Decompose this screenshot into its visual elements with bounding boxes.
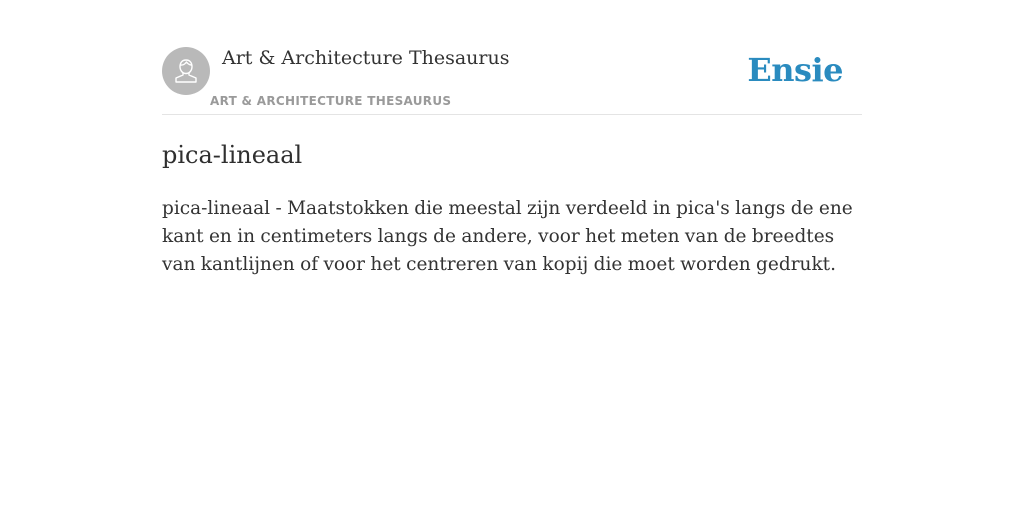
source-avatar[interactable] <box>162 47 210 95</box>
user-icon <box>171 56 201 86</box>
source-title[interactable]: Art & Architecture Thesaurus <box>222 47 510 69</box>
brand-logo[interactable]: Ensie <box>747 51 843 89</box>
entry-term: pica-lineaal <box>162 141 303 169</box>
source-subtitle: ART & ARCHITECTURE THESAURUS <box>210 94 452 108</box>
content-container <box>162 0 862 279</box>
entry-definition: pica-lineaal - Maatstokken die meestal zijn verdeeld in pica's langs de ene kant en in centimeters langs de andere, voor het meten van de breedtes van kantlijnen of voor het centreren van kopij die moet worden gedrukt. <box>162 198 853 275</box>
entry-header <box>162 0 862 115</box>
